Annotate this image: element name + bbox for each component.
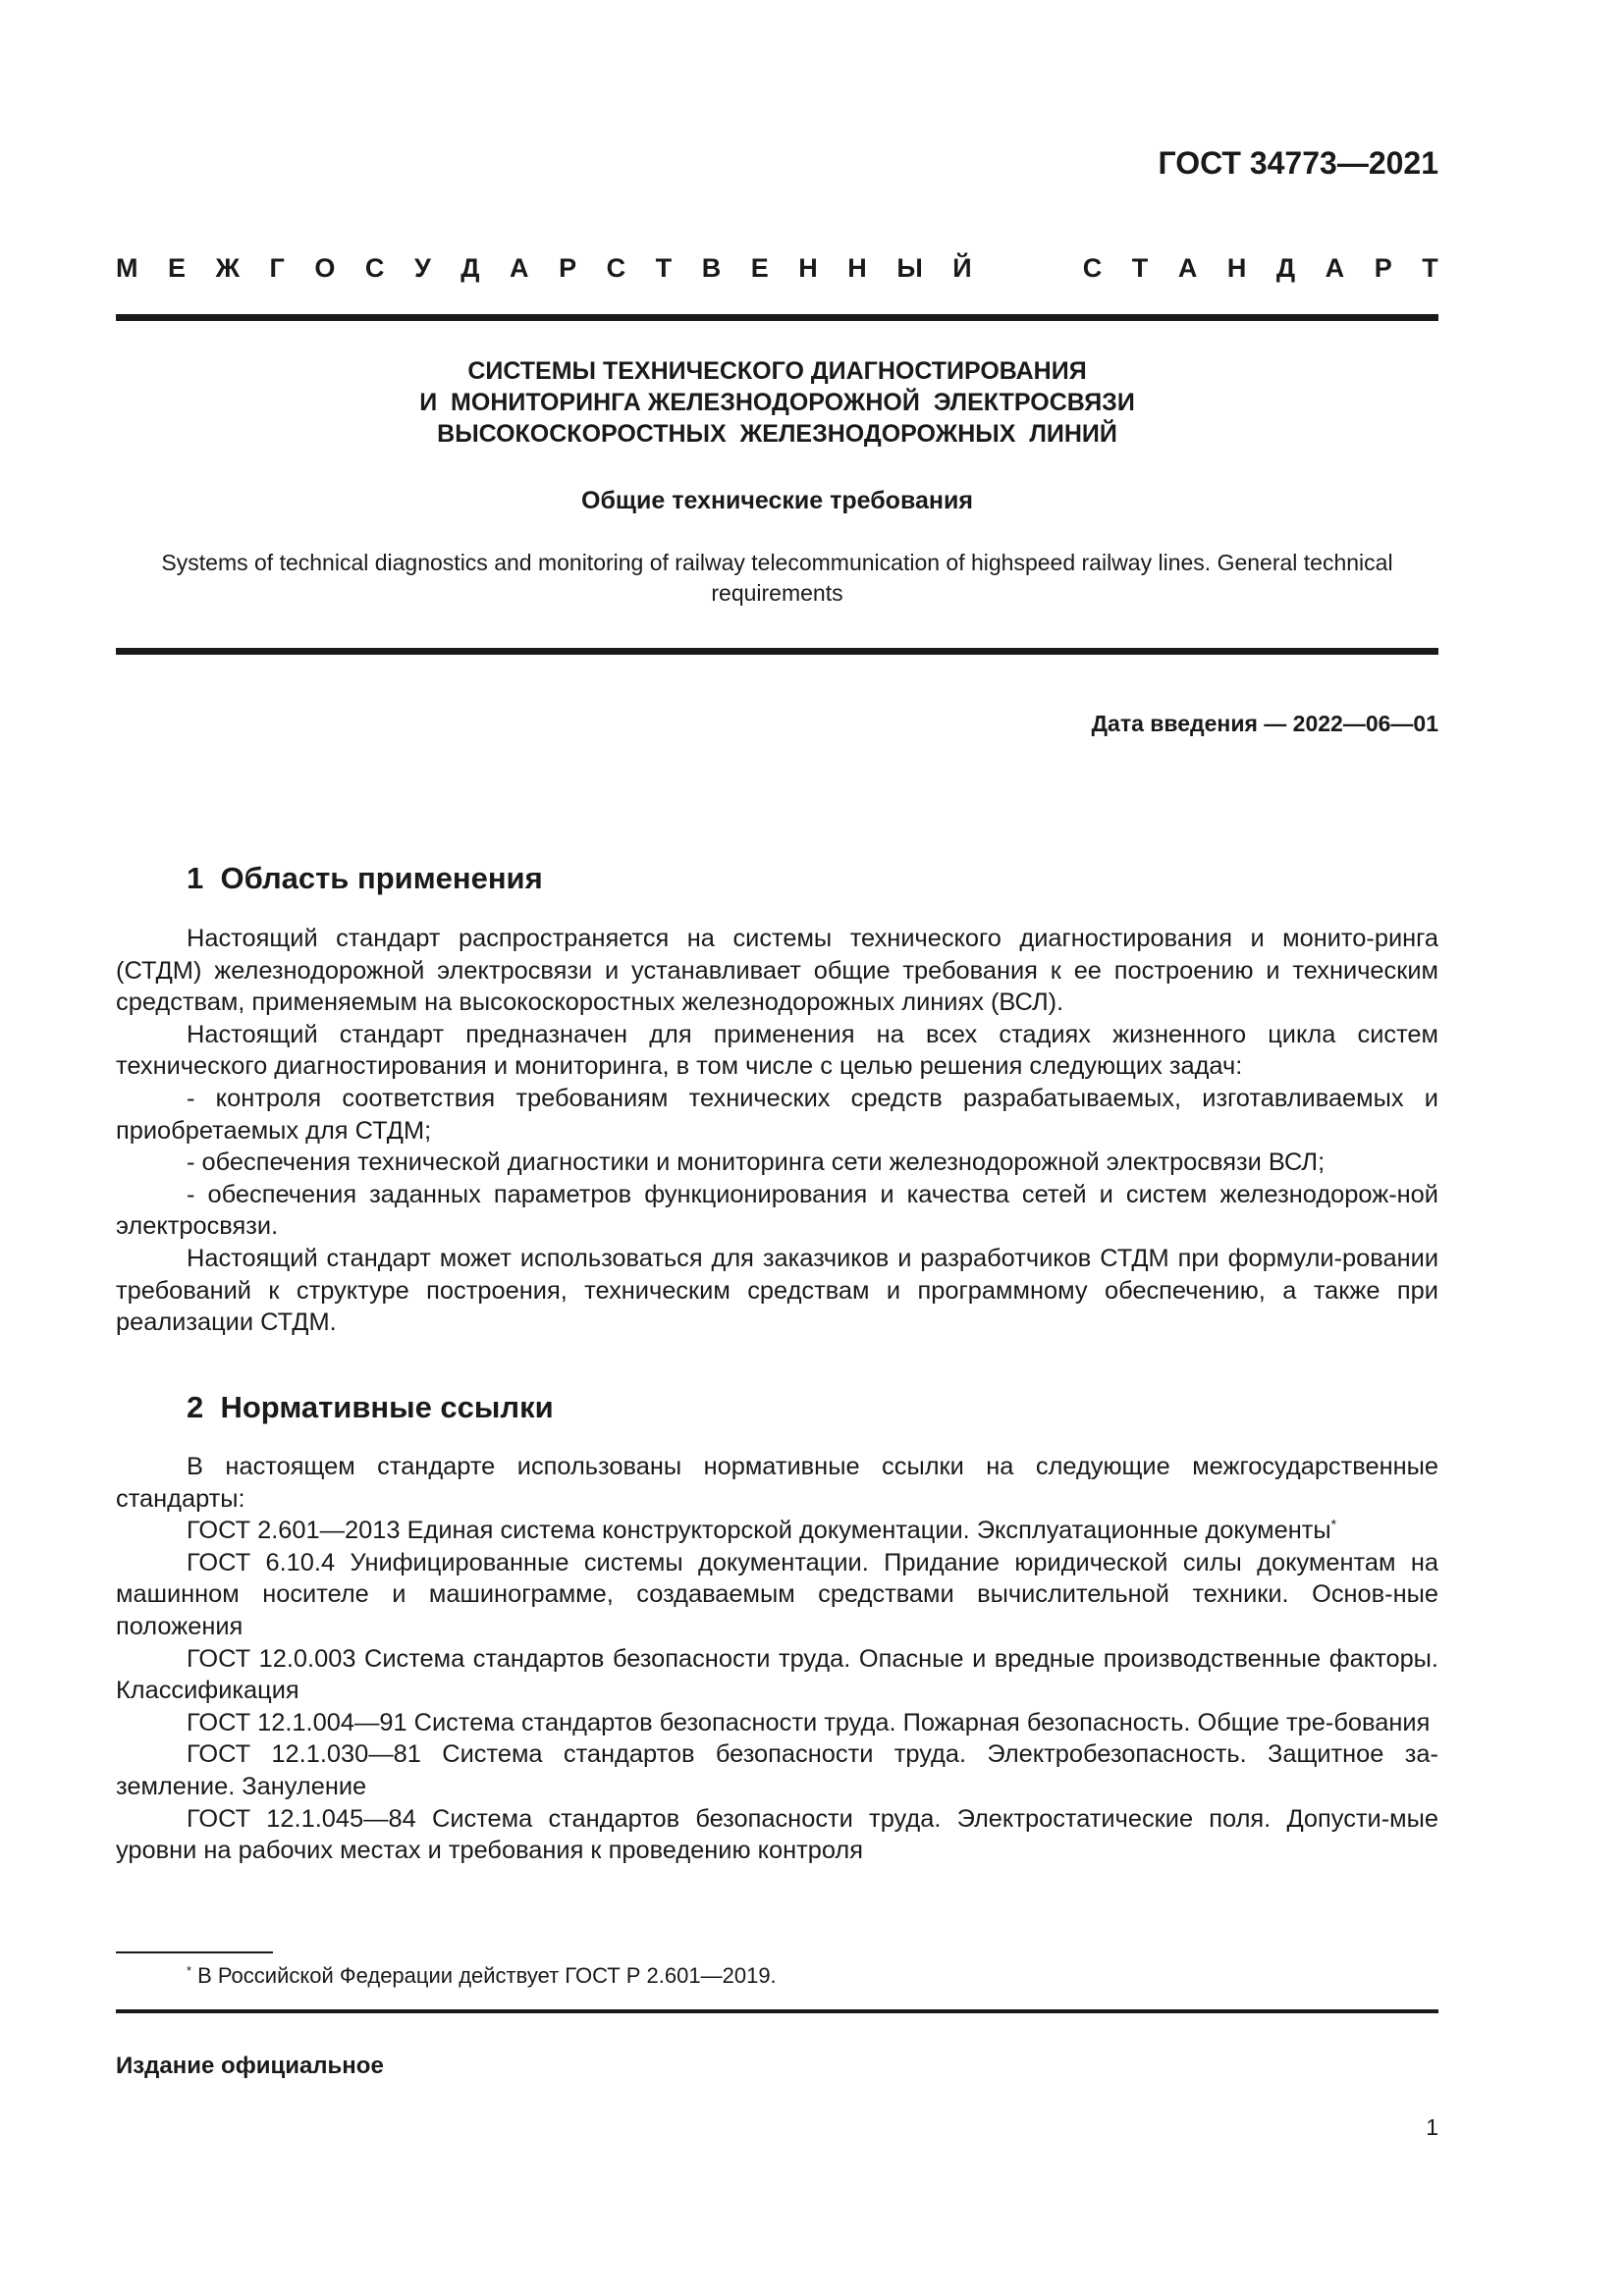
banner-letter: Е xyxy=(750,253,769,283)
banner-letter: Ж xyxy=(215,253,240,283)
footnote-divider xyxy=(116,1951,273,1953)
title-line: СИСТЕМЫ ТЕХНИЧЕСКОГО ДИАГНОСТИРОВАНИЯ xyxy=(467,357,1087,385)
reference-item: ГОСТ 12.1.004—91 Система стандартов безопасности труда. Пожарная безопасность. Общие тре-бования xyxy=(187,1708,1431,1736)
paragraph: Настоящий стандарт предназначен для применения на всех стадиях жизненного цикла систем технического диагностирования и мониторинга, в том числе с целью решения следующих задач: xyxy=(116,1020,1438,1081)
banner-letter: Н xyxy=(1226,253,1247,283)
banner-letter: А xyxy=(1325,253,1345,283)
reference-item: ГОСТ 12.0.003 Система стандартов безопасности труда. Опасные и вредные производственные факторы. Классификация xyxy=(116,1644,1438,1705)
banner-letter: Д xyxy=(1275,253,1296,283)
banner-letter: Е xyxy=(168,253,187,283)
banner-letter: Н xyxy=(847,253,867,283)
english-title: Systems of technical diagnostics and monitoring of railway telecommunication of highspeed railway lines. General technical requirements xyxy=(161,550,1393,606)
paragraph: В настоящем стандарте использованы нормативные ссылки на следующие межгосударственные стандарты: xyxy=(116,1453,1438,1513)
document-title xyxy=(116,355,1438,450)
banner-letter: С xyxy=(606,253,626,283)
footnote xyxy=(187,1963,777,1989)
reference-item: ГОСТ 12.1.045—84 Система стандартов безопасности труда. Электростатические поля. Допусти-мые уровни на рабочих местах и требования к проведению контроля xyxy=(116,1804,1438,1865)
paragraph: - контроля соответствия требованиям технических средств разрабатываемых, изготавливаемых и приобретаемых для СТДМ; xyxy=(116,1084,1438,1145)
section-2-heading: 2 Нормативные ссылки xyxy=(187,1390,554,1424)
title-divider xyxy=(116,648,1438,655)
reference-item xyxy=(116,1515,1438,1547)
document-number: ГОСТ 34773—2021 xyxy=(1158,145,1438,181)
banner-letter: Р xyxy=(559,253,577,283)
title-line: И МОНИТОРИНГА ЖЕЛЕЗНОДОРОЖНОЙ ЭЛЕКТРОСВЯЗИ xyxy=(419,389,1135,416)
section-1-heading: 1 Область применения xyxy=(187,861,543,895)
section-2-body xyxy=(116,1451,1438,1867)
banner-letter: Й xyxy=(952,253,972,283)
reference-item: ГОСТ 12.1.030—81 Система стандартов безопасности труда. Электробезопасность. Защитное за-земление. Зануление xyxy=(116,1740,1438,1800)
banner-letter: Н xyxy=(798,253,818,283)
banner-letter: Д xyxy=(460,253,480,283)
edition-label: Издание официальное xyxy=(116,2053,384,2079)
introduction-date: Дата введения — 2022—06—01 xyxy=(1091,711,1438,736)
footnote-mark: * xyxy=(1330,1516,1337,1532)
reference-item: ГОСТ 6.10.4 Унифицированные системы документации. Придание юридической силы документам на машинном носителе и машинограмме, создаваемым средствами вычислительной техники. Основ-ные положения xyxy=(116,1548,1438,1640)
banner-letter: М xyxy=(116,253,138,283)
banner-letter: У xyxy=(413,253,431,283)
banner-letter: Т xyxy=(1422,253,1438,283)
footer-divider xyxy=(116,2009,1438,2013)
banner-letter: С xyxy=(364,253,385,283)
page-number: 1 xyxy=(1426,2114,1438,2140)
footnote-text: В Российской Федерации действует ГОСТ Р 2.601—2019. xyxy=(197,1963,777,1988)
banner-letter: Т xyxy=(655,253,673,283)
banner-letter: С xyxy=(1082,253,1103,283)
section-1-body xyxy=(116,923,1438,1339)
paragraph: Настоящий стандарт распространяется на системы технического диагностирования и монито-ринга (СТДМ) железнодорожной электросвязи и устанавливает общие требования к ее построению и техническим средствам, применяемым на высокоскоростных железнодорожных линиях (ВСЛ). xyxy=(116,925,1438,1017)
banner-letter: Т xyxy=(1131,253,1149,283)
banner-word-gap xyxy=(1001,253,1053,284)
banner-letter: Г xyxy=(269,253,285,283)
paragraph: Настоящий стандарт может использоваться для заказчиков и разработчиков СТДМ при формули-ровании требований к структуре построения, техническим средствам и программному обеспечению, а также при реализации СТДМ. xyxy=(116,1244,1438,1337)
standard-type-banner xyxy=(116,253,1438,284)
banner-letter: В xyxy=(701,253,722,283)
banner-letter: А xyxy=(510,253,529,283)
banner-letter: О xyxy=(314,253,336,283)
document-subtitle: Общие технические требования xyxy=(581,487,973,514)
banner-letter: А xyxy=(1177,253,1198,283)
title-line: ВЫСОКОСКОРОСТНЫХ ЖЕЛЕЗНОДОРОЖНЫХ ЛИНИЙ xyxy=(437,420,1117,448)
paragraph: - обеспечения технической диагностики и мониторинга сети железнодорожной электросвязи ВСЛ; xyxy=(187,1148,1326,1177)
banner-letter: Ы xyxy=(896,253,923,283)
top-divider xyxy=(116,314,1438,321)
paragraph: - обеспечения заданных параметров функционирования и качества сетей и систем железнодорож-ной электросвязи. xyxy=(116,1180,1438,1241)
footnote-mark: * xyxy=(187,1962,192,1978)
reference-text: ГОСТ 2.601—2013 Единая система конструкторской документации. Эксплуатационные документы xyxy=(187,1517,1331,1545)
banner-letter: Р xyxy=(1374,253,1392,283)
